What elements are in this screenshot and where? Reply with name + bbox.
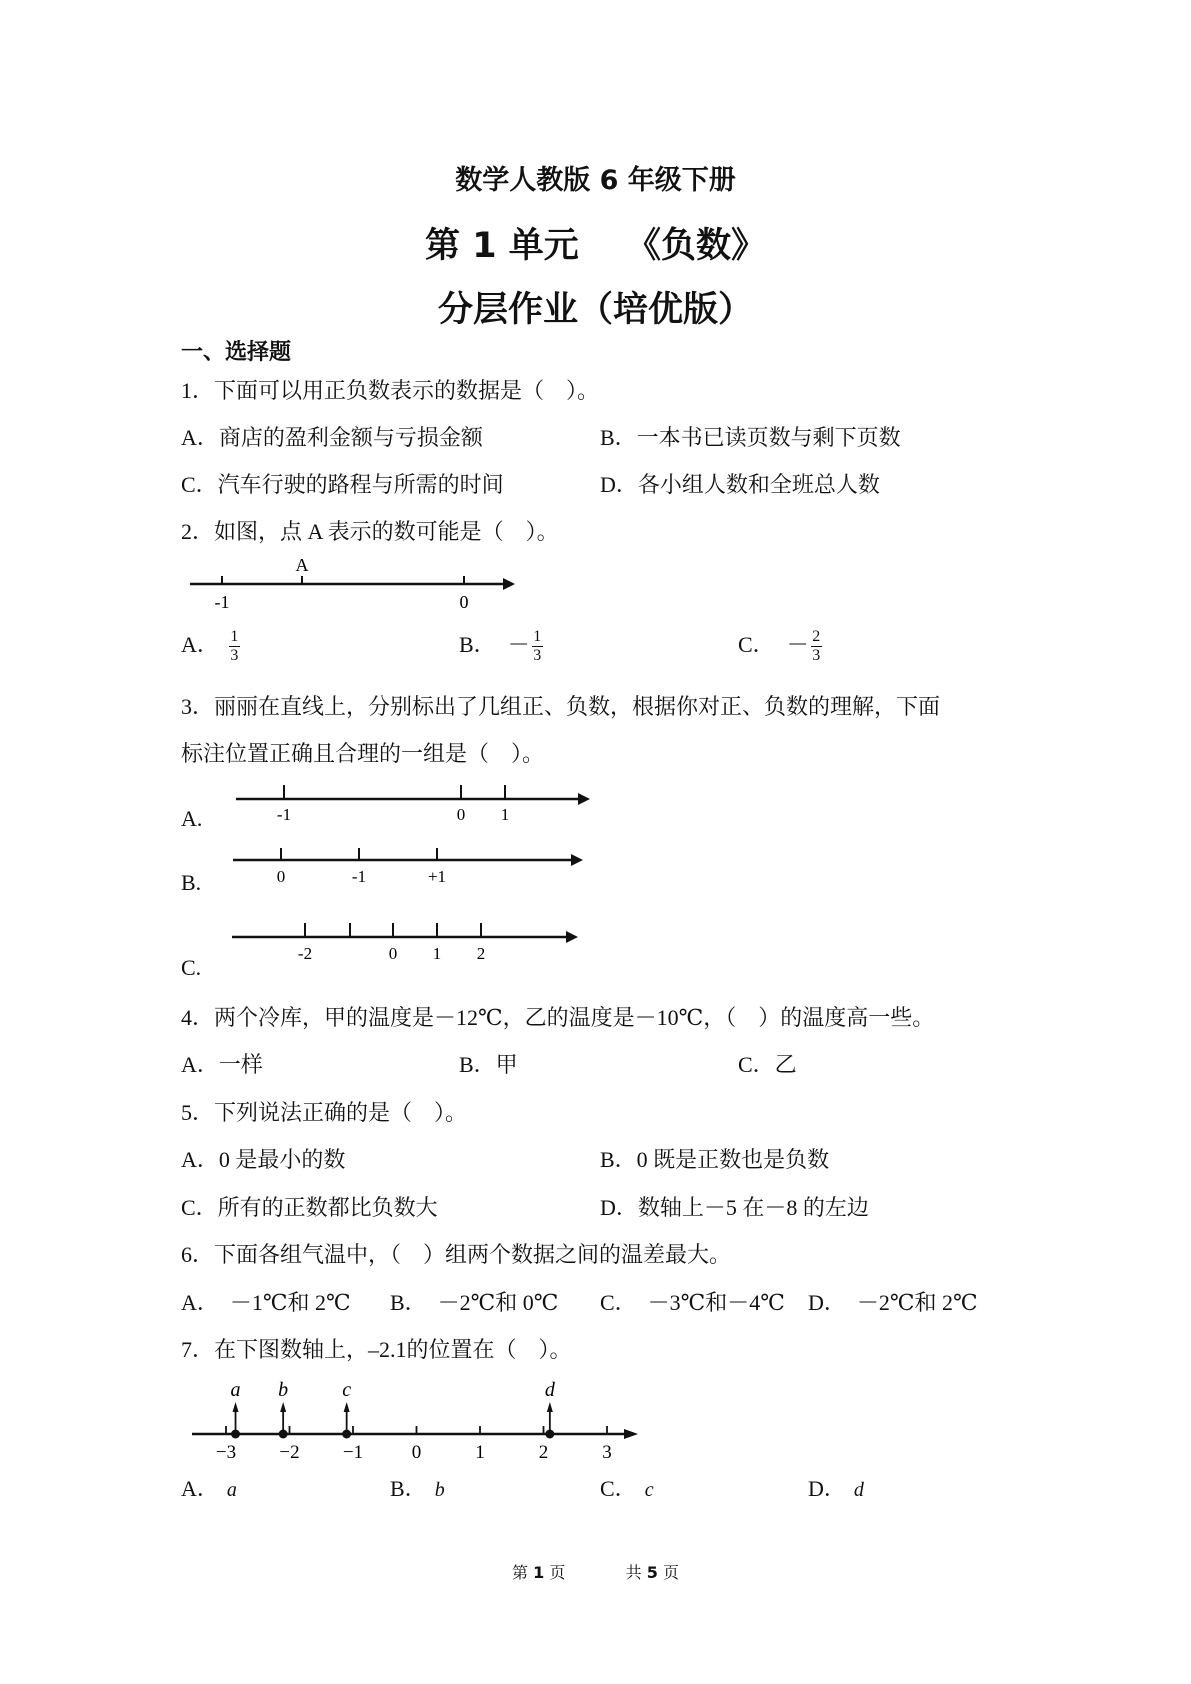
q6-option-b: B． －2℃和 0℃ <box>390 1290 559 1315</box>
footer-prefix: 第 <box>512 1563 529 1582</box>
arrowhead-icon <box>503 578 515 590</box>
fraction <box>229 628 240 665</box>
q5-option-b: B．0 既是正数也是负数 <box>600 1147 830 1172</box>
arrowhead-icon <box>344 1402 350 1412</box>
denominator: 3 <box>812 647 821 665</box>
section-heading: 一、选择题 <box>181 340 292 365</box>
q3-option-b-label: B. <box>181 870 202 895</box>
tick-label: 0 <box>411 1442 422 1463</box>
q4-option-b: B．甲 <box>459 1052 518 1077</box>
q1-option-d: D．各小组人数和全班总人数 <box>600 472 880 497</box>
footer-page-unit: 页 <box>549 1563 566 1582</box>
q7-number-line <box>188 1370 658 1465</box>
q7-option-a-prefix: A． <box>181 1476 219 1501</box>
arrowhead-icon <box>624 1429 638 1439</box>
numerator: 2 <box>812 628 821 646</box>
question-2-stem: 2．如图，点 A 表示的数可能是（ ）。 <box>181 519 559 544</box>
q7-option-b-prefix: B． <box>390 1476 427 1501</box>
q2-label-0: 0 <box>459 592 469 612</box>
denominator: 3 <box>533 647 542 665</box>
q2-point-a-label: A <box>295 555 309 575</box>
question-3-stem-line1: 3．丽丽在直线上，分别标出了几组正、负数，根据你对正、负数的理解，下面 <box>181 694 941 719</box>
q2-option-c-prefix: C． <box>738 632 775 657</box>
tick-label: 2 <box>476 944 486 963</box>
tick-label: -2 <box>297 944 313 963</box>
q7-option-b-letter: b <box>434 1479 445 1501</box>
point-label: d <box>544 1379 555 1401</box>
q7-option-d-letter: d <box>853 1479 864 1501</box>
q2-label-neg1: -1 <box>214 592 230 612</box>
q3-option-c-label: C. <box>181 955 202 980</box>
tick-label: −3 <box>215 1442 237 1463</box>
q2-option-b-sign: － <box>507 632 530 657</box>
q6-option-d: D． －2℃和 2℃ <box>808 1290 978 1315</box>
q7-option-d <box>808 1472 864 1503</box>
q7-option-a-letter: a <box>226 1479 237 1501</box>
arrowhead-icon <box>566 931 578 943</box>
q6-option-c: C． －3℃和－4℃ <box>600 1290 785 1315</box>
tick-label: 1 <box>500 805 510 824</box>
q5-option-a: A．0 是最小的数 <box>181 1147 346 1172</box>
q3-option-a-number-line <box>232 776 592 826</box>
footer-total-prefix: 共 <box>625 1563 642 1582</box>
q7-option-a <box>181 1472 237 1503</box>
tick-label: 1 <box>475 1442 485 1463</box>
tick-label: −1 <box>342 1442 364 1463</box>
q2-option-c-sign: － <box>786 632 809 657</box>
point-label: a <box>230 1379 241 1401</box>
tick-label: 3 <box>602 1442 612 1463</box>
q7-option-b <box>390 1472 445 1503</box>
tick-label: 0 <box>276 867 286 886</box>
q2-option-a-prefix: A． <box>181 632 219 657</box>
q3-option-c-number-line <box>228 914 588 964</box>
page-footer <box>0 1560 1191 1583</box>
q4-option-a: A．一样 <box>181 1052 263 1077</box>
q2-option-c <box>738 628 822 665</box>
q3-option-a-label: A. <box>181 806 203 831</box>
tick-label: -1 <box>351 867 367 886</box>
arrowhead-icon <box>571 854 583 866</box>
q7-option-c-letter: c <box>644 1479 654 1501</box>
q6-option-a: A． －1℃和 2℃ <box>181 1290 351 1315</box>
question-1-stem: 1．下面可以用正负数表示的数据是（ ）。 <box>181 378 600 403</box>
q2-option-b <box>459 628 543 665</box>
tick-label: −2 <box>279 1442 300 1463</box>
q1-option-a: A．商店的盈利金额与亏损金额 <box>181 425 483 450</box>
numerator: 1 <box>533 628 542 646</box>
tick-label: +1 <box>427 867 447 886</box>
page-number: 1 <box>533 1563 545 1582</box>
arrowhead-icon <box>547 1402 553 1412</box>
question-7-stem: 7．在下图数轴上，–2.1的位置在（ ）。 <box>181 1337 572 1362</box>
question-5-stem: 5．下列说法正确的是（ ）。 <box>181 1100 468 1125</box>
q7-option-c <box>600 1472 654 1503</box>
q2-option-a <box>181 628 240 665</box>
point-label: b <box>278 1379 289 1401</box>
q1-option-c: C．汽车行驶的路程与所需的时间 <box>181 472 504 497</box>
tick-label: 2 <box>538 1442 549 1463</box>
question-4-stem: 4．两个冷库，甲的温度是－12℃，乙的温度是－10℃，（ ）的温度高一些。 <box>181 1005 935 1030</box>
point-label: c <box>342 1379 352 1401</box>
arrowhead-icon <box>578 793 590 805</box>
question-3-stem-line2: 标注位置正确且合理的一组是（ ）。 <box>181 741 545 766</box>
tick-label: 0 <box>456 805 466 824</box>
q2-number-line <box>185 552 515 612</box>
arrowhead-icon <box>280 1402 286 1412</box>
q3-option-b-number-line <box>229 840 589 890</box>
q4-option-c: C．乙 <box>738 1052 797 1077</box>
total-pages: 5 <box>646 1563 658 1582</box>
numerator: 1 <box>230 628 239 646</box>
q7-option-d-prefix: D． <box>808 1476 846 1501</box>
fraction <box>811 628 822 665</box>
doc-title-line3: 分层作业（培优版） <box>437 290 753 330</box>
tick-label: -1 <box>276 805 292 824</box>
tick-label: 0 <box>388 944 398 963</box>
q5-option-c: C．所有的正数都比负数大 <box>181 1195 438 1220</box>
fraction <box>532 628 543 665</box>
doc-title-line1: 数学人教版 6 年级下册 <box>455 165 736 196</box>
q2-option-b-prefix: B． <box>459 632 496 657</box>
q1-option-b: B．一本书已读页数与剩下页数 <box>600 425 901 450</box>
doc-title-line2: 第 1 单元 《负数》 <box>425 226 766 266</box>
question-6-stem: 6．下面各组气温中，（ ）组两个数据之间的温差最大。 <box>181 1242 732 1267</box>
denominator: 3 <box>230 647 239 665</box>
tick-label: 1 <box>432 944 442 963</box>
q5-option-d: D．数轴上－5 在－8 的左边 <box>600 1195 869 1220</box>
q7-option-c-prefix: C． <box>600 1476 637 1501</box>
footer-total-unit: 页 <box>662 1563 679 1582</box>
arrowhead-icon <box>233 1402 239 1412</box>
